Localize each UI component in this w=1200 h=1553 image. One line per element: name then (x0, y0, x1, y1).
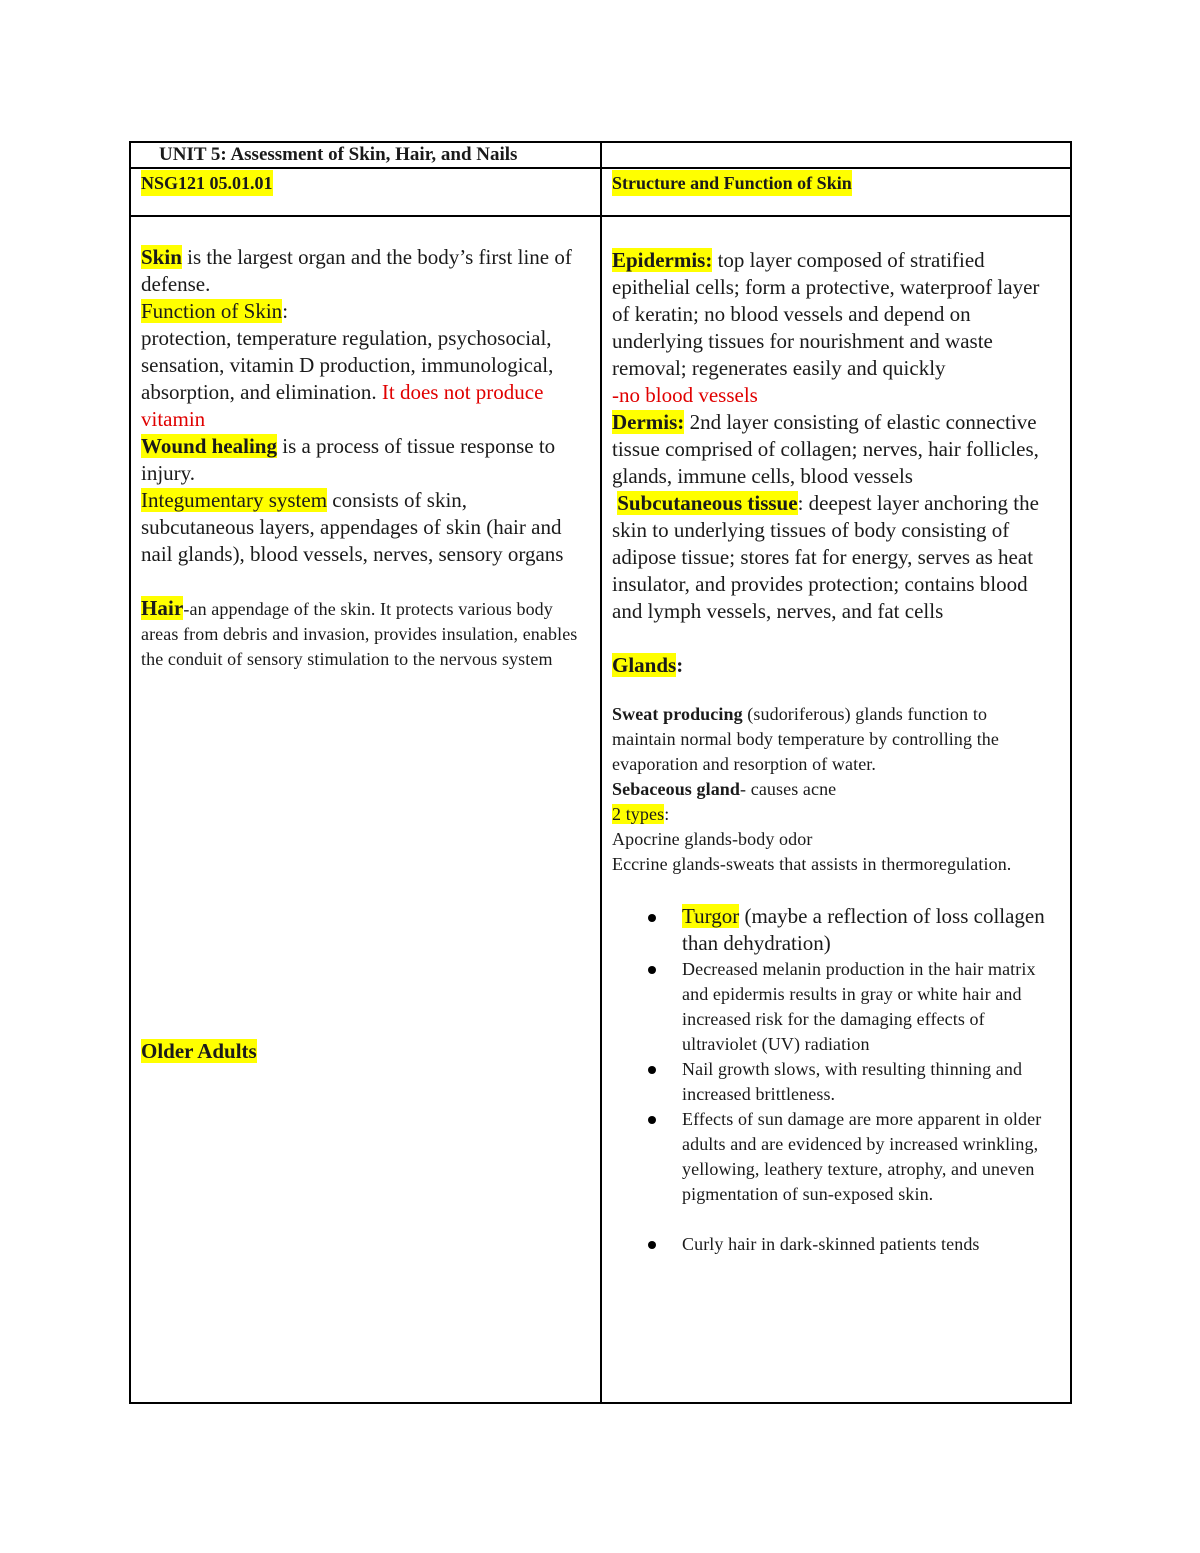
wound-term: Wound healing (141, 434, 277, 458)
turgor-text: (maybe a reflection of loss collagen than dehydration) (682, 904, 1045, 955)
sweat-text: (sudoriferous) glands function to maintain normal body temperature by controlling the evaporation and resorption of water. (612, 704, 999, 774)
integ-paragraph (141, 487, 581, 568)
integ-term: Integumentary system (141, 488, 328, 512)
older-adults-heading (141, 1038, 581, 1065)
apocrine-line: Apocrine glands-body odor (612, 829, 813, 849)
left-body-cell (130, 216, 601, 1403)
subq-term: Subcutaneous tissue (617, 491, 798, 515)
body-row (130, 216, 1071, 1403)
dermis-paragraph (612, 409, 1050, 490)
older-adult-changes-list (612, 903, 1050, 1257)
curly-text: Curly hair in dark-skinned patients tends (682, 1234, 980, 1254)
left-header-cell (130, 168, 601, 216)
function-heading (141, 298, 581, 325)
epidermis-paragraph (612, 247, 1050, 382)
hair-paragraph (141, 595, 581, 672)
glands-label: Glands (612, 653, 677, 677)
sweat-paragraph (612, 702, 1050, 777)
function-colon: : (282, 299, 289, 323)
wound-paragraph (141, 433, 581, 487)
header-row (130, 168, 1071, 216)
types-heading (612, 802, 1050, 827)
glands-heading (612, 652, 1050, 679)
title-row (130, 142, 1071, 168)
list-item-curly (682, 1232, 1050, 1257)
skin-text: is the largest organ and the body’s first line of defense. (141, 245, 572, 296)
skin-term: Skin (141, 245, 182, 269)
types-label: 2 types (612, 804, 665, 824)
title-cell-empty (601, 142, 1071, 168)
hair-term: Hair (141, 596, 184, 620)
list-item-nail: Nail growth slows, with resulting thinning and increased brittleness. (682, 1057, 1050, 1107)
skin-paragraph (141, 244, 581, 298)
types-colon: : (664, 804, 670, 824)
list-item-sun: Effects of sun damage are more apparent in older adults and are evidenced by increased wrinkling, yellowing, leathery texture, atrophy, and uneven pigmentation of sun-exposed skin. (682, 1107, 1050, 1207)
title-cell (130, 142, 601, 168)
sebaceous-term: Sebaceous gland (612, 779, 741, 799)
subq-text: : deepest layer anchoring the skin to underlying tissues of body consisting of adipose tissue; stores fat for energy, serves as heat insulator, and provides protection; contains blood and lymph vessels, nerves, and fat cells (612, 491, 1039, 623)
epidermis-red-note: -no blood vessels (612, 383, 758, 407)
section-heading: Structure and Function of Skin (612, 170, 852, 196)
eccrine-line: Eccrine glands-sweats that assists in thermoregulation. (612, 854, 1012, 874)
right-header-cell (601, 168, 1071, 216)
unit-title: UNIT 5: Assessment of Skin, Hair, and Nails (159, 144, 518, 165)
turgor-term: Turgor (682, 904, 740, 928)
right-body-cell (601, 216, 1071, 1403)
sebaceous-text: - causes acne (740, 779, 837, 799)
epidermis-term: Epidermis: (612, 248, 713, 272)
subq-paragraph (612, 490, 1050, 625)
function-red-note: It does not produce vitamin (141, 380, 544, 431)
list-item-melanin: Decreased melanin production in the hair matrix and epidermis results in gray or white hair and increased risk for the damaging effects of ultraviolet (UV) radiation (682, 957, 1050, 1057)
glands-colon: : (676, 653, 684, 677)
epidermis-text: top layer composed of stratified epithelial cells; form a protective, waterproof layer of keratin; no blood vessels and depend on underlying tissues for nourishment and waste removal; regenerates easily and quickly (612, 248, 1040, 380)
sweat-term: Sweat producing (612, 704, 743, 724)
integ-text: consists of skin, subcutaneous layers, appendages of skin (hair and nail glands), blood vessels, nerves, sensory organs (141, 488, 564, 566)
list-item-turgor (682, 903, 1050, 957)
wound-text: is a process of tissue response to injury. (141, 434, 556, 485)
sebaceous-paragraph (612, 777, 1050, 802)
function-paragraph (141, 325, 581, 433)
function-label: Function of Skin (141, 299, 283, 323)
dermis-term: Dermis: (612, 410, 685, 434)
notes-table (129, 141, 1072, 1404)
function-text: protection, temperature regulation, psychosocial, sensation, vitamin D production, immunological, absorption, and elimination. (141, 326, 554, 404)
older-adults-label: Older Adults (141, 1039, 257, 1063)
course-code: NSG121 05.01.01 (141, 170, 273, 196)
hair-text: -an appendage of the skin. It protects various body areas from debris and invasion, provides insulation, enables the conduit of sensory stimulation to the nervous system (141, 599, 578, 669)
dermis-text: 2nd layer consisting of elastic connective tissue comprised of collagen; nerves, hair follicles, glands, immune cells, blood vessels (612, 410, 1039, 488)
